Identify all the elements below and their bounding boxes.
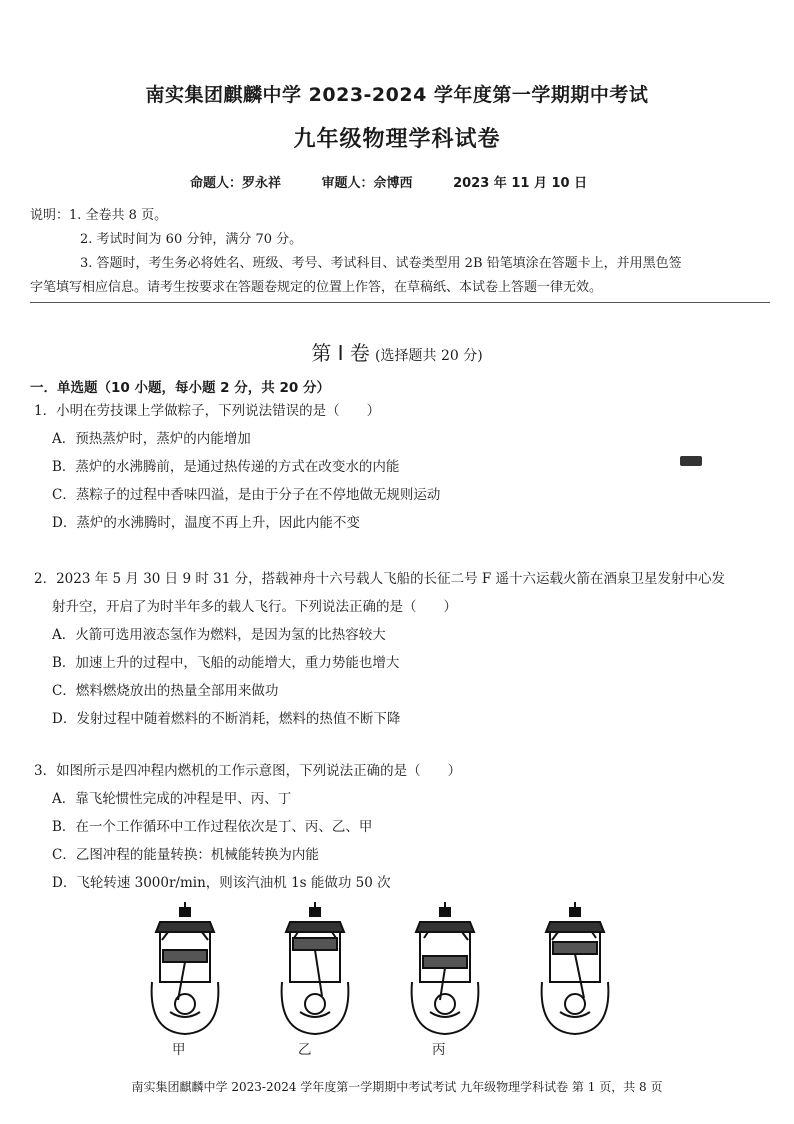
option-a: A．火箭可选用液态氢作为燃料，是因为氢的比热容较大 [52,627,386,643]
option-b: B．加速上升的过程中，飞船的动能增大，重力势能也增大 [52,655,400,671]
engine-diagram-yi [270,900,360,1040]
page-footer: 南实集团麒麟中学 2023-2024 学年度第一学期期中考试考试 九年级物理学科试卷 第 1 页，共 8 页 [131,1080,663,1094]
exam-date: 2023 年 11 月 10 日 [453,176,588,191]
option-a: A．靠飞轮惯性完成的冲程是甲、丙、丁 [52,791,292,807]
question-stem: 1．小明在劳技课上学做粽子，下列说法错误的是（ ） [34,403,381,419]
note-line-1: 说明：1. 全卷共 8 页。 [30,208,168,223]
option-d: D．飞轮转速 3000r/min，则该汽油机 1s 能做功 50 次 [52,875,391,891]
figure-label-yi: 乙 [298,1042,312,1058]
note-line-3-cont: 字笔填写相应信息。请考生按要求在答题卷规定的位置上作答，在草稿纸、本试卷上答题一律无效。 [30,280,603,295]
figure-label-bing: 丙 [432,1042,446,1058]
option-c: C．乙图冲程的能量转换：机械能转换为内能 [52,847,319,863]
question-1 [34,397,774,537]
option-c: C．燃料燃烧放出的热量全部用来做功 [52,683,279,699]
exam-meta [190,172,623,191]
note-line-3: 3. 答题时，考生务必将姓名、班级、考号、考试科目、试卷类型用 2B 铅笔填涂在答题卡上，并用黑色签 [80,256,682,271]
section-title: 第 Ⅰ 卷 [311,341,370,365]
engine-diagram-bing [400,900,490,1040]
option-d: D．发射过程中随着燃料的不断消耗，燃料的热值不断下降 [52,711,401,727]
question-stem-cont: 射升空，开启了为时半年多的载人飞行。下列说法正确的是（ ） [52,599,457,615]
option-c: C．蒸粽子的过程中香味四溢，是由于分子在不停地做无规则运动 [52,487,441,503]
option-b: B．蒸炉的水沸腾前，是通过热传递的方式在改变水的内能 [52,459,400,475]
part-heading: 一．单选题（10 小题，每小题 2 分，共 20 分） [30,380,330,396]
exam-subtitle: 九年级物理学科试卷 [293,127,501,152]
question-3 [34,757,774,897]
engine-figure [140,900,640,1050]
instructions [30,204,770,300]
figure-label-jia: 甲 [172,1042,186,1058]
option-b: B．在一个工作循环中工作过程依次是丁、丙、乙、甲 [52,819,373,835]
exam-title: 南实集团麒麟中学 2023-2024 学年度第一学期期中考试 [145,84,649,106]
scan-smudge [680,456,702,466]
engine-diagram-ding [530,900,620,1040]
section-heading [0,337,794,366]
setter: 命题人：罗永祥 [190,176,282,191]
option-d: D．蒸炉的水沸腾时，温度不再上升，因此内能不变 [52,515,360,531]
reviewer: 审题人：佘博西 [321,176,413,191]
section-note: (选择题共 20 分) [375,348,483,364]
divider [30,302,770,303]
question-stem: 3．如图所示是四冲程内燃机的工作示意图，下列说法正确的是（ ） [34,763,462,779]
question-2 [34,565,774,733]
engine-diagram-jia [140,900,230,1040]
note-line-2: 2. 考试时间为 60 分钟，满分 70 分。 [80,232,303,247]
question-stem: 2．2023 年 5 月 30 日 9 时 31 分，搭载神舟十六号载人飞船的长征二号 F 遥十六运载火箭在酒泉卫星发射中心发 [34,571,726,587]
option-a: A．预热蒸炉时，蒸炉的内能增加 [52,431,251,447]
